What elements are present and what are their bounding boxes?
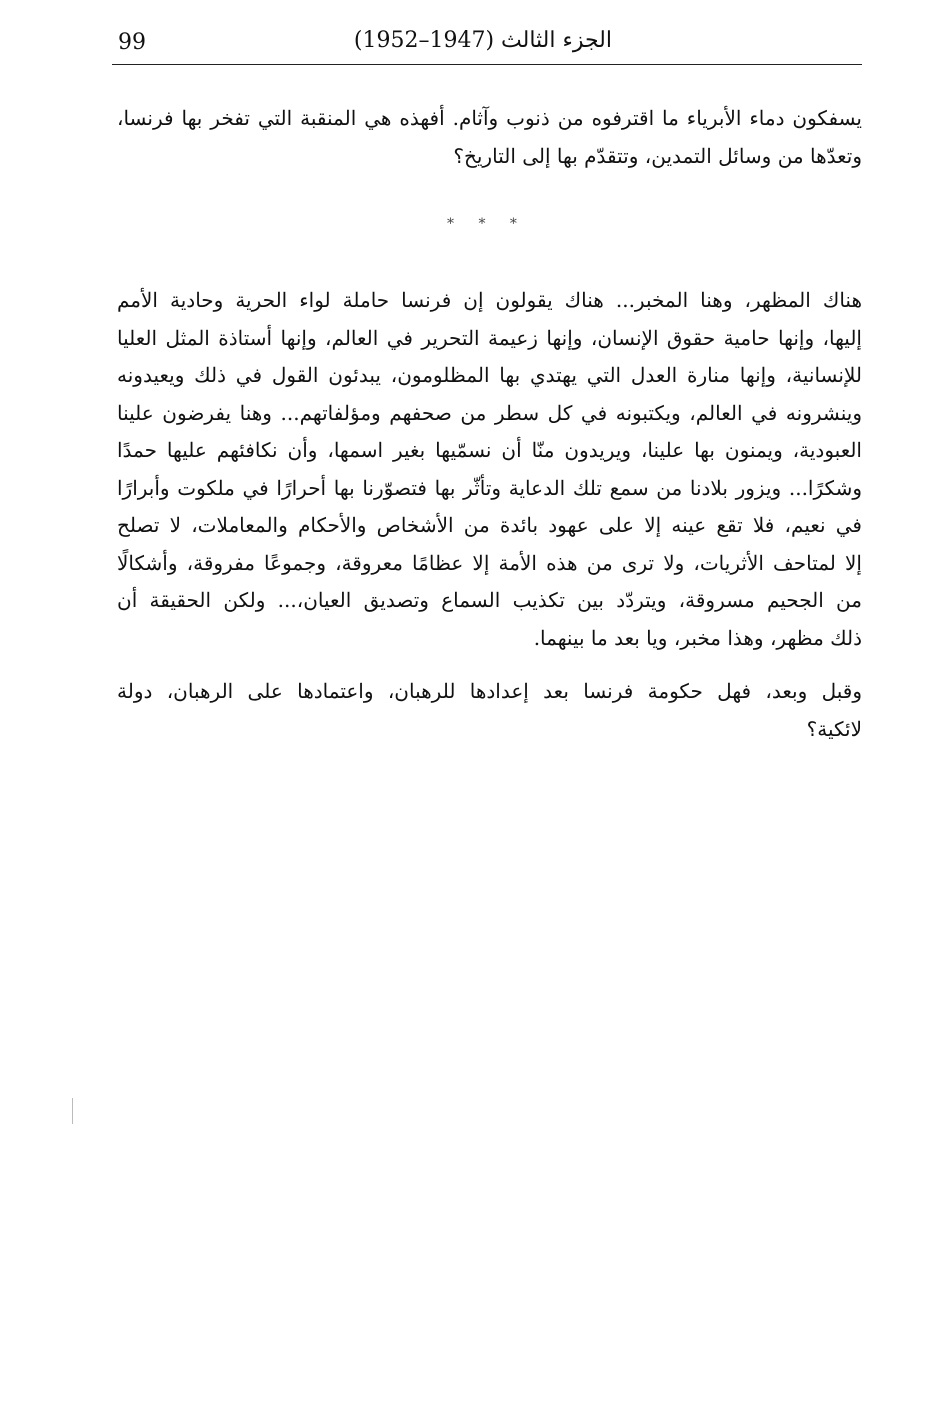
running-head: الجزء الثالث (1947–1952) [353, 28, 612, 53]
text-line: من الجحيم مسروقة، ويتردّد بين تكذيب السماع وتصديق العيان،... ولكن الحقيقة أن [117, 588, 862, 612]
text-line: وتعدّها من وسائل التمدين، وتتقدّم بها إلى التاريخ؟ [453, 143, 862, 168]
page-number: 99 [118, 30, 146, 55]
text-line: العبودية، ويمنون بها علينا، ويريدون منّا أن نسمّيها بغير اسمها، وأن نكافئهم عليها حمدًا [117, 438, 862, 462]
text-line: وقبل وبعد، فهل حكومة فرنسا بعد إعدادها للرهبان، واعتمادها على الرهبان، دولة [117, 679, 862, 703]
text-line: لائكية؟ [806, 716, 862, 741]
text-line: وشكرًا... ويزور بلادنا من سمع تلك الدعاية وتأثّر بها فتصوّرنا بها أحرارًا في ملكوت وأبرارًا [117, 475, 862, 500]
paragraph-2 [117, 282, 862, 657]
text-line: يسفكون دماء الأبرياء ما اقترفوه من ذنوب وآثام. أفهذه هي المنقبة التي تفخر بها فرنسا، [117, 106, 862, 130]
text-line: إلا لمتاحف الأثريات، ولا ترى من هذه الأمة إلا عظامًا معروقة، وجموعًا مفروقة، وأشكالًا [117, 550, 862, 575]
paragraph-3 [117, 673, 862, 748]
section-separator: * * * [447, 216, 527, 232]
text-line: ذلك مظهر، وهذا مخبر، ويا بعد ما بينهما. [533, 625, 862, 650]
margin-mark [72, 1098, 73, 1124]
paragraph-1 [117, 100, 862, 175]
text-line: وينشرونه في العالم، ويكتبونه في كل سطر من صحفهم ومؤلفاتهم... وهنا يفرضون علينا [117, 400, 862, 425]
text-line: للإنسانية، وإنها منارة العدل التي يهتدي بها المظلومون، يبدئون القول في ذلك ويعيدونه [117, 363, 862, 387]
page-header [112, 26, 862, 65]
text-line: في نعيم، فلا تقع عينه إلا على عهود بائدة من الأشخاص والأحكام والمعاملات، لا تصلح [117, 513, 862, 537]
text-line: هناك المظهر، وهنا المخبر... هناك يقولون إن فرنسا حاملة لواء الحرية وحادية الأمم [117, 288, 862, 312]
text-line: إليها، وإنها حامية حقوق الإنسان، وإنها زعيمة التحرير في العالم، وإنها أستاذة المثل العليا [117, 325, 862, 350]
